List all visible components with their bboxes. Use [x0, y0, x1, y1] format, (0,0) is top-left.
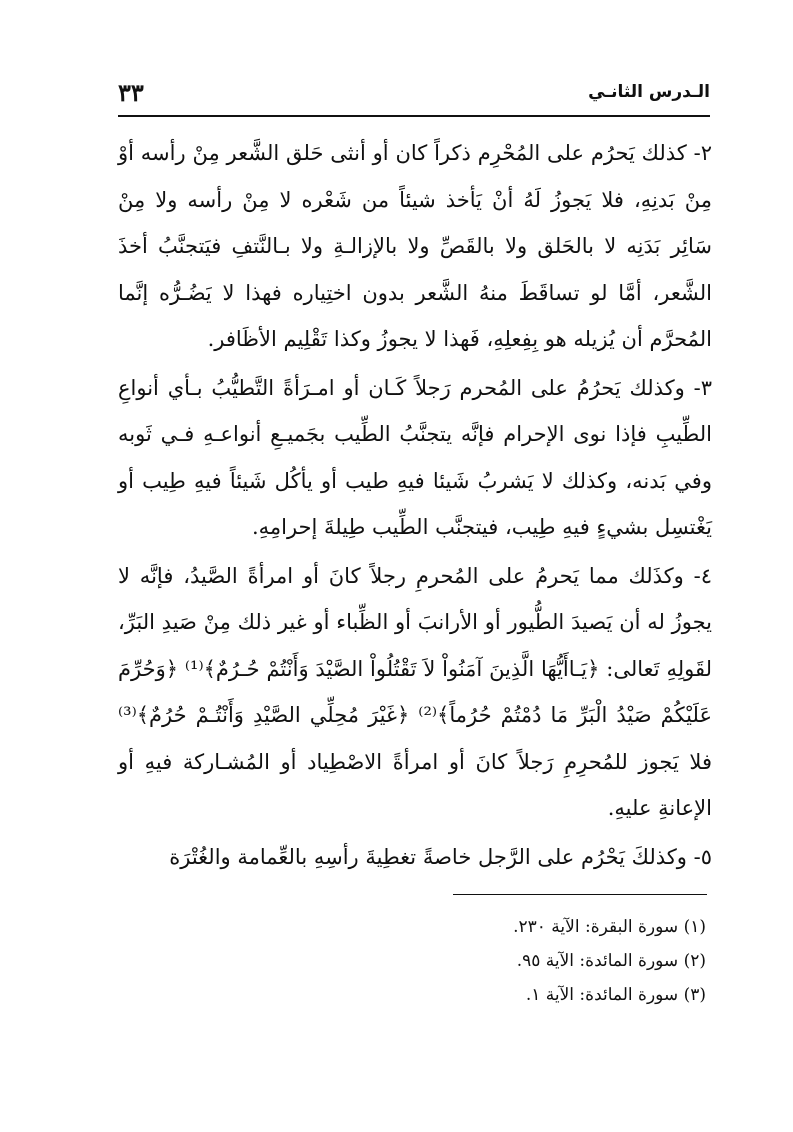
footnotes	[300, 910, 706, 1012]
paragraph-2: ٢- كذلك يَحرُم على المُحْرِم ذكراً كان أو أنثى حَلق الشَّعر مِنْ رأسه أوْ مِنْ بَدنِهِ، فلا يَجوزُ لَهُ أنْ يَأخذ شيئاً من شَعْره لا مِنْ رأسه ولا مِنْ سَائِر بَدَنِه لا بالحَلق ولا بالقَصِّ ولا بالإزالـةِ ولا بـالنَّتفِ فيَتجنَّبُ أخذَ الشَّعر، أمَّا لو تساقَطَ منهُ الشَّعر بدون اختِياره فهذا لا يَضُـرُّه إنَّما المُحرَّم أن يُزيله هو بِفِعلِهِ، فَهذا لا يجوزُ وكذا تَقْلِيم الأظَافر.	[118, 141, 712, 351]
main-text	[118, 130, 712, 880]
paragraph-5: ٥- وكذلكَ يَحْرُم على الرَّجل خاصةً تغطِيةَ رأسِهِ بالعِّمامة والغُتْرَة	[169, 844, 712, 869]
footnote-2: (٢) سورة المائدة: الآية ٩٥.	[516, 951, 706, 971]
page-header	[118, 78, 710, 112]
footnote-rule	[453, 894, 707, 895]
footnote-1: (١) سورة البقرة: الآية ٢٣٠.	[513, 917, 706, 937]
lesson-title: الـدرس الثانـي	[588, 82, 710, 102]
footnote-3: (٣) سورة المائدة: الآية ١.	[525, 985, 706, 1005]
header-rule	[118, 115, 710, 117]
paragraph-4: ٤- وكذَلك مما يَحرمُ على المُحرمِ رجلاً كانَ أو امرأةً الصَّيدُ، فإنَّه لا يجوزُ له أن يَصيدَ الطُّيور أو الأرانبَ أو الظِّباء أو غير ذلك مِنْ صَيدِ البَرِّ، لقَولِهِ تَعالى: ﴿يَـاأَيُّهَا الَّذِينَ آمَنُواْ لاَ تَقْتُلُواْ الصَّيْدَ وَأَنْتُمْ حُـرُمٌ﴾⁽¹⁾ ﴿وَحُرِّمَ عَلَيْكُمْ صَيْدُ الْبَرِّ مَا دُمْتُمْ حُرُماً﴾⁽²⁾ ﴿غَيْرَ مُحِلِّي الصَّيْدِ وَأَنْتُـمْ حُرُمٌ﴾⁽³⁾ فلا يَجوز للمُحرِمِ رَجلاً كانَ أو امرأةً الاصْطِياد أو المُشـاركة فيهِ أو الإعانةِ عليهِ.	[118, 563, 712, 820]
page-number: ٣٣	[118, 78, 144, 107]
paragraph-3: ٣- وكذلك يَحرُمُ على المُحرم رَجلاً كَـان أو امـرَأةً التَّطيُّبُ بـأي أنواعِ الطِّيبِ فإذا نوى الإحرام فإنَّه يتجنَّبُ الطِّيب بجَميـعِ أنواعـهِ فـي ثَوبه وفي بَدنه، وكذلك لا يَشربُ شَيئا فيهِ طيب أو يأكُل شَيئاً فيهِ طِيب أو يَغْتسِل بشيءٍ فيهِ طِيب، فيتجنَّب الطِّيب طِيلةَ إحرامِهِ.	[118, 375, 712, 539]
